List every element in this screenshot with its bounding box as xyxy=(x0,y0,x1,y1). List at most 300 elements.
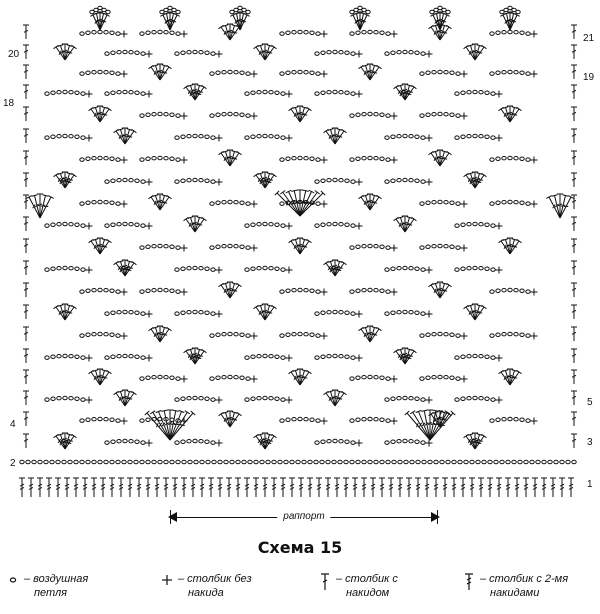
chain-stitch xyxy=(152,156,156,159)
chain-stitch xyxy=(251,135,255,138)
chain-stitch xyxy=(80,290,84,293)
chain-stitch xyxy=(520,333,524,336)
chain-stitch xyxy=(281,224,285,227)
chain-stitch xyxy=(260,460,264,463)
single-crochet xyxy=(181,157,188,164)
chain-stitch xyxy=(228,332,232,335)
single-crochet xyxy=(391,418,398,425)
chain-stitch xyxy=(485,135,489,138)
chain-stitch xyxy=(321,51,325,54)
chain-stitch xyxy=(187,50,191,53)
chain-stitch xyxy=(490,158,494,161)
chain-stitch xyxy=(205,440,209,443)
chain-stitch xyxy=(350,377,354,380)
chain-stitch xyxy=(490,202,494,205)
chain-stitch xyxy=(502,288,506,291)
chain-stitch xyxy=(257,222,261,225)
chain-stitch xyxy=(281,92,285,95)
chain-stitch xyxy=(222,200,226,203)
chain-stitch xyxy=(175,136,179,139)
treble-crochet xyxy=(406,478,412,497)
chain-stitch xyxy=(212,460,216,463)
treble-crochet xyxy=(424,478,430,497)
row-number-18: 18 xyxy=(3,98,15,109)
single-crochet xyxy=(146,91,153,98)
legend-label-line1: – воздушная xyxy=(24,573,89,585)
single-crochet xyxy=(121,289,128,296)
chain-stitch xyxy=(74,460,78,463)
chain-stitch xyxy=(308,460,312,463)
chain-stitch xyxy=(245,268,249,271)
chain-stitch xyxy=(20,460,24,463)
double-crochet xyxy=(23,239,29,253)
chain-stitch xyxy=(526,32,530,35)
chain-stitch xyxy=(140,246,144,249)
treble-crochet xyxy=(361,478,367,497)
chain-stitch xyxy=(45,356,49,359)
treble-crochet xyxy=(244,478,250,497)
chain-stitch xyxy=(461,397,465,400)
chain-stitch xyxy=(452,460,456,463)
chain-stitch xyxy=(422,460,426,463)
chain-stitch xyxy=(281,136,285,139)
double-crochet xyxy=(40,196,54,218)
single-crochet xyxy=(251,113,258,120)
chain-stitch xyxy=(245,356,249,359)
chain-stitch xyxy=(485,267,489,270)
chain-stitch xyxy=(350,246,354,249)
chain-stitch xyxy=(470,460,474,463)
chain-stitch xyxy=(420,377,424,380)
chain-stitch xyxy=(218,460,222,463)
chain-stitch xyxy=(116,32,120,35)
chain-stitch xyxy=(57,266,61,269)
chain-stitch xyxy=(420,114,424,117)
chain-stitch xyxy=(228,375,232,378)
chain-stitch xyxy=(251,223,255,226)
chain-stitch xyxy=(57,396,61,399)
chain-stitch xyxy=(187,396,191,399)
double-crochet xyxy=(219,283,230,298)
chain-stitch xyxy=(205,397,209,400)
chain-stitch xyxy=(45,92,49,95)
chain-stitch xyxy=(374,288,378,291)
chain-stitch xyxy=(98,332,102,335)
chain-stitch xyxy=(290,460,294,463)
chain-stitch xyxy=(245,92,249,95)
chain-stitch xyxy=(216,201,220,204)
chain-stitch xyxy=(187,310,191,313)
chain-stitch xyxy=(170,460,174,463)
chain-stitch xyxy=(444,112,448,115)
chain-stitch xyxy=(461,267,465,270)
double-crochet xyxy=(114,391,125,406)
chain-stitch xyxy=(385,398,389,401)
treble-crochet xyxy=(109,478,115,497)
single-crochet xyxy=(216,135,223,142)
chain-stitch xyxy=(296,460,300,463)
chain-stitch xyxy=(450,245,454,248)
single-crochet xyxy=(181,289,188,296)
chain-stitch xyxy=(284,460,288,463)
chain-stitch xyxy=(292,30,296,33)
chain-stitch xyxy=(242,460,246,463)
chain-stitch xyxy=(310,333,314,336)
chain-stitch xyxy=(345,51,349,54)
treble-crochet xyxy=(253,478,259,497)
chain-stitch xyxy=(410,460,414,463)
chain-stitch xyxy=(508,70,512,73)
row-number-21: 21 xyxy=(583,33,595,44)
chain-stitch xyxy=(140,377,144,380)
single-crochet xyxy=(531,71,538,78)
chain-stitch xyxy=(397,266,401,269)
chain-stitch xyxy=(380,289,384,292)
chain-stitch xyxy=(380,245,384,248)
chain-stitch xyxy=(316,419,320,422)
chain-stitch xyxy=(403,178,407,181)
chain-stitch xyxy=(193,178,197,181)
single-crochet xyxy=(321,31,328,38)
chain-stitch xyxy=(105,180,109,183)
treble-crochet xyxy=(352,478,358,497)
chain-stitch xyxy=(496,157,500,160)
single-crochet xyxy=(286,91,293,98)
single-crochet xyxy=(146,311,153,318)
chain-stitch xyxy=(141,92,145,95)
single-crochet xyxy=(286,135,293,142)
chain-stitch xyxy=(69,354,73,357)
chain-stitch xyxy=(380,460,384,463)
chain-stitch xyxy=(398,460,402,463)
chain-stitch xyxy=(491,136,495,139)
chain-stitch xyxy=(304,288,308,291)
single-crochet xyxy=(391,289,398,296)
chain-stitch xyxy=(491,268,495,271)
chain-stitch xyxy=(508,417,512,420)
treble-crochet xyxy=(307,478,313,497)
chain-stitch xyxy=(141,312,145,315)
single-crochet xyxy=(426,267,433,274)
chain-stitch xyxy=(123,50,127,53)
double-crochet xyxy=(289,370,300,385)
chain-stitch xyxy=(104,156,108,159)
chain-stitch xyxy=(164,30,168,33)
chain-stitch xyxy=(105,52,109,55)
chain-stitch xyxy=(421,312,425,315)
chain-stitch xyxy=(548,460,552,463)
chain-stitch xyxy=(263,134,267,137)
chain-stitch xyxy=(397,178,401,181)
chain-stitch xyxy=(175,441,179,444)
chain-stitch xyxy=(316,158,320,161)
single-crochet xyxy=(531,201,538,208)
double-crochet xyxy=(184,217,195,232)
chain-stitch xyxy=(210,334,214,337)
single-crochet xyxy=(321,71,328,78)
chain-stitch xyxy=(98,30,102,33)
chain-stitch xyxy=(228,112,232,115)
chain-stitch xyxy=(248,460,252,463)
chain-stitch xyxy=(146,418,150,421)
chain-stitch xyxy=(526,290,530,293)
single-crochet xyxy=(181,376,188,383)
chain-stitch xyxy=(63,222,67,225)
single-crochet xyxy=(86,355,93,362)
chain-stitch xyxy=(333,439,337,442)
treble-crochet xyxy=(226,478,232,497)
chain-stitch xyxy=(479,222,483,225)
chain-stitch xyxy=(446,10,450,13)
chain-stitch xyxy=(386,377,390,380)
single-crochet xyxy=(356,311,363,318)
double-crochet xyxy=(289,107,300,122)
double-crochet xyxy=(23,107,29,121)
chain-stitch xyxy=(502,417,506,420)
double-crochet-icon xyxy=(318,572,332,592)
treble-crochet xyxy=(195,85,206,100)
chain-stitch xyxy=(116,419,120,422)
chain-stitch xyxy=(50,460,54,463)
chain-stitch xyxy=(152,375,156,378)
chain-stitch xyxy=(199,396,203,399)
chain-stitch xyxy=(404,460,408,463)
chain-stitch xyxy=(345,355,349,358)
chain-stitch xyxy=(80,334,84,337)
double-crochet xyxy=(23,25,29,39)
chain-stitch xyxy=(193,396,197,399)
double-crochet xyxy=(23,65,29,79)
chain-stitch xyxy=(111,179,115,182)
chain-stitch xyxy=(479,266,483,269)
chain-stitch xyxy=(86,157,90,160)
chain-stitch xyxy=(75,223,79,226)
double-crochet xyxy=(571,85,577,99)
chain-stitch xyxy=(456,377,460,380)
chain-stitch xyxy=(135,179,139,182)
single-crochet xyxy=(121,201,128,208)
single-crochet xyxy=(146,223,153,230)
row-number-2: 2 xyxy=(10,458,16,469)
treble-crochet xyxy=(379,478,385,497)
double-crochet xyxy=(560,196,574,218)
chain-stitch xyxy=(496,201,500,204)
chain-stitch xyxy=(240,245,244,248)
treble-crochet xyxy=(388,478,394,497)
treble-crochet xyxy=(125,261,136,276)
row-number-3: 3 xyxy=(587,437,593,448)
chain-stitch xyxy=(374,30,378,33)
chain-stitch xyxy=(356,157,360,160)
single-crochet xyxy=(531,333,538,340)
chain-stitch xyxy=(257,266,261,269)
chain-stitch xyxy=(110,201,114,204)
chain-stitch xyxy=(467,90,471,93)
treble-crochet xyxy=(370,478,376,497)
single-crochet xyxy=(496,135,503,142)
chain-stitch xyxy=(292,332,296,335)
double-crochet xyxy=(254,45,265,60)
chain-stitch xyxy=(272,460,276,463)
chain-stitch xyxy=(520,201,524,204)
treble-crochet xyxy=(343,478,349,497)
chain-stitch xyxy=(240,71,244,74)
single-crochet xyxy=(146,179,153,186)
chain-stitch xyxy=(228,244,232,247)
chain-stitch xyxy=(339,222,343,225)
chain-stitch xyxy=(175,52,179,55)
chain-stitch xyxy=(26,460,30,463)
chain-stitch xyxy=(146,245,150,248)
chain-stitch xyxy=(206,460,210,463)
chain-stitch xyxy=(129,354,133,357)
chain-stitch xyxy=(368,156,372,159)
chain-stitch xyxy=(280,32,284,35)
treble-crochet xyxy=(550,478,556,497)
single-crochet xyxy=(356,51,363,58)
chain-stitch xyxy=(426,376,430,379)
chain-stitch xyxy=(485,355,489,358)
chain-stitch xyxy=(104,288,108,291)
chain-stitch xyxy=(111,51,115,54)
single-crochet xyxy=(391,245,398,252)
chain-stitch xyxy=(75,397,79,400)
treble-crochet xyxy=(217,478,223,497)
chain-stitch xyxy=(421,180,425,183)
chain-stitch xyxy=(280,72,284,75)
chain-stitch xyxy=(199,266,203,269)
double-crochet xyxy=(114,129,125,144)
treble-crochet xyxy=(405,349,416,364)
single-crochet xyxy=(216,267,223,274)
chain-stitch xyxy=(211,312,215,315)
chain-stitch xyxy=(386,114,390,117)
double-crochet xyxy=(359,65,370,80)
chain-stitch xyxy=(292,288,296,291)
chain-stitch xyxy=(520,71,524,74)
treble-crochet xyxy=(37,478,43,497)
chain-stitch xyxy=(368,417,372,420)
chain-stitch xyxy=(455,224,459,227)
chain-stitch xyxy=(421,441,425,444)
chain-stitch xyxy=(444,332,448,335)
chain-stitch xyxy=(415,397,419,400)
chain-stitch xyxy=(199,50,203,53)
chain-stitch xyxy=(211,441,215,444)
treble-crochet xyxy=(469,478,475,497)
double-crochet xyxy=(499,370,510,385)
single-crochet xyxy=(461,376,468,383)
chain-stitch xyxy=(211,398,215,401)
chain-stitch xyxy=(426,201,430,204)
chain-stitch xyxy=(129,178,133,181)
chain-stitch xyxy=(502,200,506,203)
chain-stitch xyxy=(315,441,319,444)
chain-stitch xyxy=(386,419,390,422)
chain-stitch xyxy=(512,460,516,463)
single-crochet xyxy=(216,51,223,58)
chain-stitch xyxy=(302,460,306,463)
chain-stitch xyxy=(152,460,156,463)
chain-stitch xyxy=(385,52,389,55)
chain-stitch xyxy=(140,114,144,117)
chain-stitch xyxy=(146,376,150,379)
chain-stitch xyxy=(520,289,524,292)
single-crochet xyxy=(181,31,188,38)
chain-stitch xyxy=(193,134,197,137)
chain-stitch xyxy=(385,268,389,271)
chain-stitch xyxy=(315,180,319,183)
chain-stitch xyxy=(310,157,314,160)
chain-stitch xyxy=(123,439,127,442)
chain-stitch xyxy=(304,417,308,420)
chain-stitch xyxy=(490,72,494,75)
chain-stitch xyxy=(514,30,518,33)
chain-stitch xyxy=(38,460,42,463)
chain-stitch xyxy=(135,440,139,443)
treble-crochet xyxy=(442,478,448,497)
chain-stitch xyxy=(450,71,454,74)
treble-crochet xyxy=(496,478,502,497)
chain-stitch xyxy=(98,417,102,420)
single-crochet xyxy=(496,223,503,230)
chain-stitch xyxy=(380,376,384,379)
chain-stitch xyxy=(516,10,520,13)
single-crochet xyxy=(216,179,223,186)
double-crochet xyxy=(219,412,230,427)
chain-stitch xyxy=(251,267,255,270)
chain-stitch xyxy=(158,112,162,115)
treble-crochet xyxy=(475,173,486,188)
double-crochet xyxy=(149,195,160,210)
chain-stitch xyxy=(362,417,366,420)
treble-crochet xyxy=(397,478,403,497)
chain-stitch xyxy=(269,222,273,225)
double-crochet xyxy=(23,129,29,143)
chain-stitch xyxy=(280,202,284,205)
chain-stitch xyxy=(333,90,337,93)
chain-stitch xyxy=(164,460,168,463)
treble-crochet xyxy=(559,478,565,497)
double-crochet xyxy=(23,283,29,297)
treble-crochet xyxy=(335,261,346,276)
chain-stitch xyxy=(92,30,96,33)
chain-stitch xyxy=(32,460,36,463)
double-crochet xyxy=(354,13,360,30)
chain-stitch xyxy=(257,354,261,357)
chain-stitch xyxy=(69,90,73,93)
double-crochet xyxy=(23,327,29,341)
double-crochet xyxy=(23,391,29,405)
chain-stitch xyxy=(86,333,90,336)
single-crochet xyxy=(321,289,328,296)
chain-stitch xyxy=(380,418,384,421)
chain-stitch xyxy=(158,156,162,159)
chain-stitch xyxy=(491,356,495,359)
chain-stitch xyxy=(426,113,430,116)
chain-stitch xyxy=(246,334,250,337)
chain-stitch xyxy=(508,30,512,33)
chain-stitch xyxy=(403,310,407,313)
chain-stitch xyxy=(236,460,240,463)
chain-stitch xyxy=(520,31,524,34)
chain-stitch xyxy=(152,30,156,33)
chain-stitch xyxy=(526,419,530,422)
chain-stitch xyxy=(386,246,390,249)
double-crochet xyxy=(23,85,29,99)
chain-stitch xyxy=(506,460,510,463)
treble-crochet xyxy=(289,478,295,497)
